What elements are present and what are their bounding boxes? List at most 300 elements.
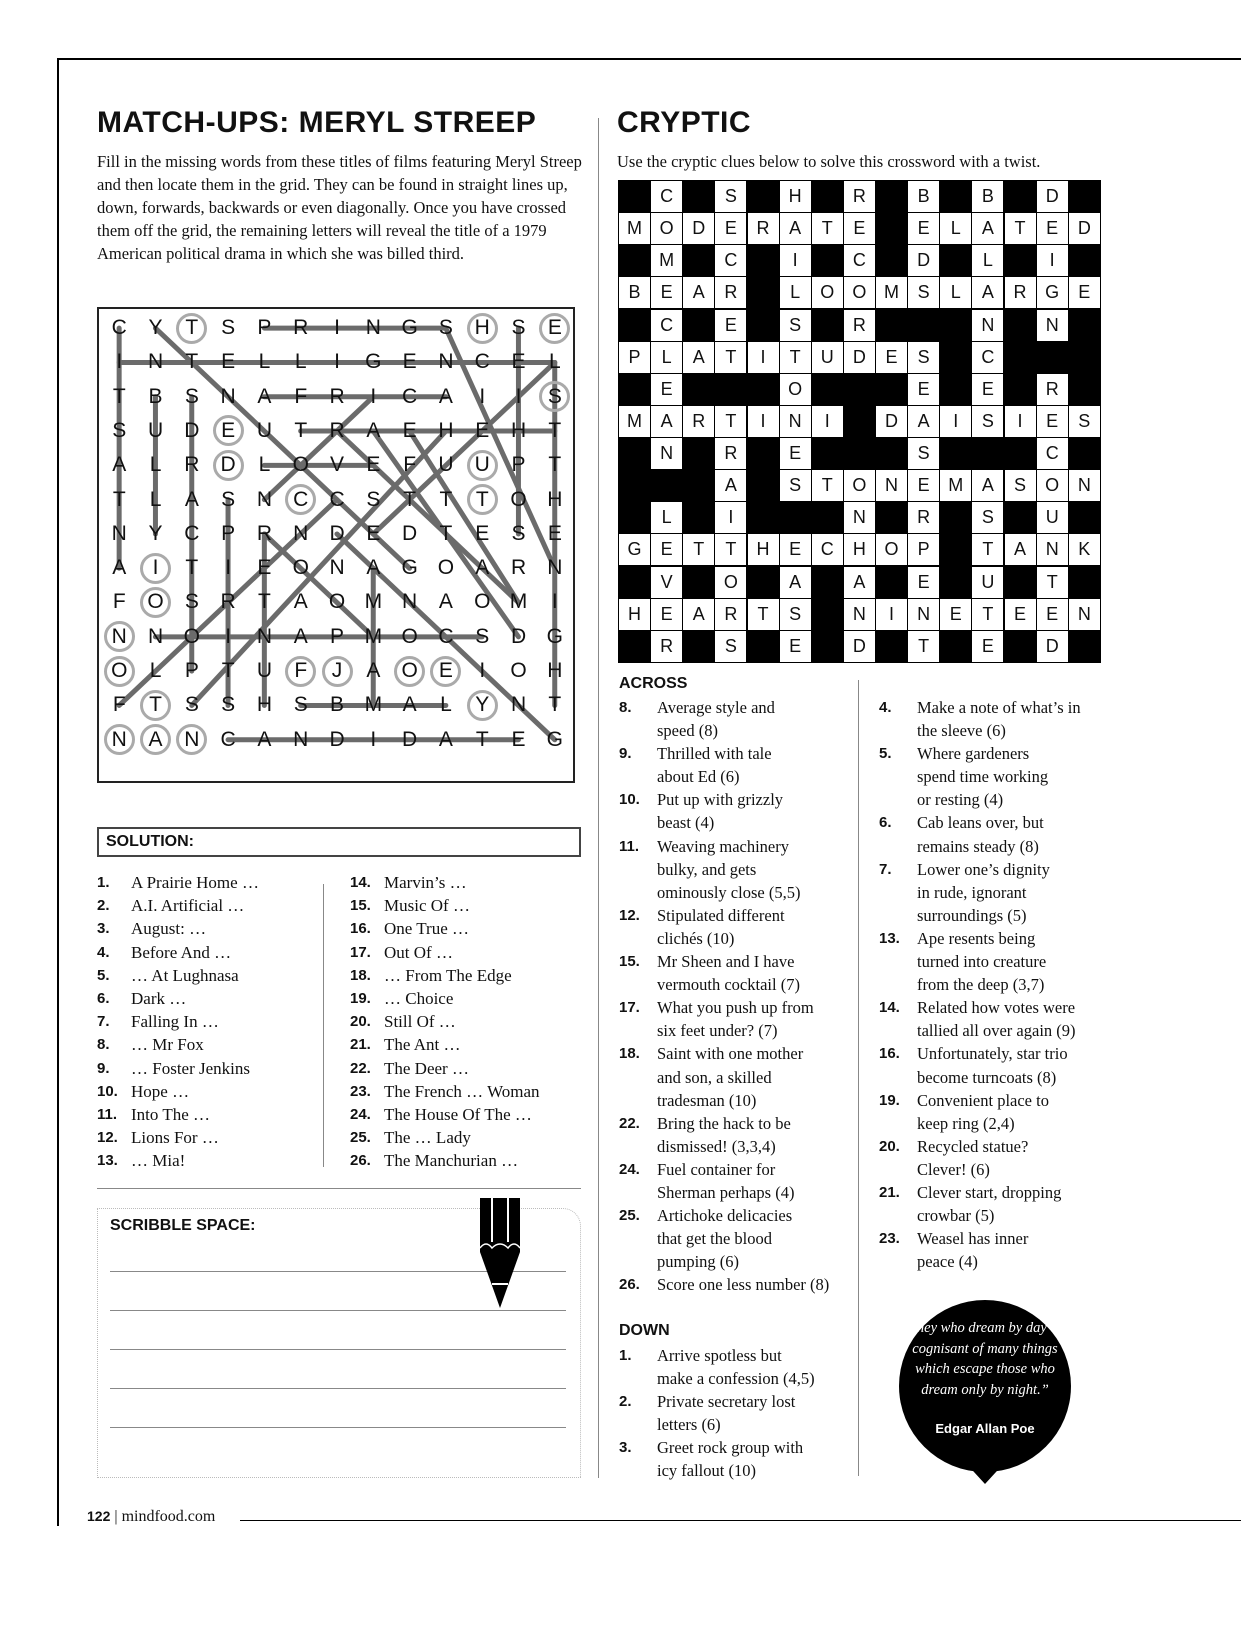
crossword-cell[interactable]: A bbox=[780, 567, 811, 598]
word-search-letter[interactable]: R bbox=[329, 418, 345, 442]
word-search-letter[interactable]: O bbox=[137, 585, 174, 619]
crossword-cell[interactable]: E bbox=[715, 310, 746, 341]
word-search-letter[interactable]: E bbox=[221, 350, 236, 374]
word-search-letter[interactable]: H bbox=[547, 659, 563, 682]
word-search-letter[interactable]: G bbox=[401, 316, 418, 339]
word-search-letter[interactable]: N bbox=[147, 624, 164, 648]
word-search-letter[interactable]: N bbox=[220, 384, 236, 408]
word-search-letter[interactable]: T bbox=[174, 311, 211, 345]
crossword-cell[interactable]: M bbox=[619, 213, 650, 244]
word-search-letter[interactable]: E bbox=[402, 350, 417, 374]
crossword-cell[interactable]: C bbox=[972, 342, 1003, 373]
word-search-letter[interactable]: L bbox=[258, 350, 271, 374]
word-search-letter[interactable]: G bbox=[401, 556, 418, 580]
word-search-letter[interactable]: I bbox=[515, 384, 522, 408]
word-search-letter[interactable]: T bbox=[112, 487, 126, 511]
crossword-cell[interactable]: E bbox=[1037, 599, 1068, 630]
word-search-letter[interactable]: D bbox=[510, 624, 527, 648]
word-search-letter[interactable]: S bbox=[475, 624, 490, 648]
word-search-letter[interactable]: A bbox=[438, 590, 453, 614]
word-search-letter[interactable]: T bbox=[221, 659, 235, 682]
word-search-letter[interactable]: O bbox=[183, 624, 201, 648]
crossword-cell[interactable]: C bbox=[715, 245, 746, 276]
crossword-cell[interactable]: P bbox=[619, 342, 650, 373]
word-search-letter[interactable]: R bbox=[510, 556, 527, 580]
word-search-letter[interactable]: E bbox=[537, 311, 574, 345]
crossword-cell[interactable]: E bbox=[908, 567, 939, 598]
word-search-letter[interactable]: E bbox=[210, 414, 247, 448]
word-search-grid[interactable] bbox=[97, 307, 575, 783]
word-search-letter[interactable]: S bbox=[221, 316, 236, 339]
crossword-cell[interactable]: S bbox=[780, 470, 811, 501]
word-search-letter[interactable]: E bbox=[511, 727, 526, 751]
crossword-cell[interactable]: E bbox=[972, 374, 1003, 405]
word-search-letter[interactable]: D bbox=[329, 727, 345, 751]
crossword-cell[interactable]: T bbox=[812, 470, 843, 501]
crossword-cell[interactable]: O bbox=[844, 470, 875, 501]
word-search-letter[interactable]: H bbox=[464, 311, 501, 345]
crossword-cell[interactable]: A bbox=[651, 406, 682, 437]
crossword-cell[interactable]: B bbox=[972, 181, 1003, 212]
word-search-letter[interactable]: O bbox=[437, 556, 455, 580]
word-search-letter[interactable]: N bbox=[293, 727, 309, 751]
word-search-letter[interactable]: S bbox=[221, 693, 236, 717]
crossword-cell[interactable]: H bbox=[844, 534, 875, 565]
word-search-letter[interactable]: E bbox=[547, 521, 562, 545]
word-search-letter[interactable]: T bbox=[185, 350, 199, 374]
word-search-letter[interactable]: I bbox=[334, 316, 340, 339]
word-search-letter[interactable]: N bbox=[101, 620, 138, 654]
crossword-cell[interactable]: A bbox=[1005, 534, 1036, 565]
word-search-letter[interactable]: E bbox=[475, 521, 490, 545]
word-search-letter[interactable]: A bbox=[257, 384, 272, 408]
word-search-letter[interactable]: T bbox=[112, 384, 126, 408]
word-search-letter[interactable]: S bbox=[293, 693, 308, 717]
word-search-letter[interactable]: I bbox=[225, 624, 232, 648]
crossword-cell[interactable]: D bbox=[683, 213, 714, 244]
word-search-letter[interactable]: N bbox=[402, 590, 418, 614]
word-search-letter[interactable]: F bbox=[283, 654, 320, 688]
crossword-cell[interactable]: N bbox=[1037, 310, 1068, 341]
word-search-letter[interactable]: G bbox=[546, 624, 564, 648]
word-search-letter[interactable]: O bbox=[391, 654, 428, 688]
word-search-letter[interactable]: B bbox=[148, 384, 163, 408]
word-search-letter[interactable]: R bbox=[256, 521, 273, 545]
crossword-cell[interactable]: D bbox=[1069, 213, 1100, 244]
word-search-letter[interactable]: T bbox=[439, 521, 453, 545]
crossword-cell[interactable]: C bbox=[844, 245, 875, 276]
word-search-letter[interactable]: E bbox=[511, 350, 526, 374]
word-search-letter[interactable]: S bbox=[366, 487, 381, 511]
crossword-cell[interactable]: I bbox=[1005, 406, 1036, 437]
crossword-cell[interactable]: A bbox=[683, 342, 714, 373]
word-search-letter[interactable]: O bbox=[510, 487, 527, 511]
crossword-cell[interactable]: E bbox=[1005, 599, 1036, 630]
crossword-cell[interactable]: N bbox=[1069, 599, 1100, 630]
crossword-cell[interactable]: O bbox=[651, 213, 682, 244]
crossword-cell[interactable]: S bbox=[1005, 470, 1036, 501]
word-search-letter[interactable]: N bbox=[256, 487, 273, 511]
crossword-cell[interactable]: S bbox=[780, 599, 811, 630]
word-search-letter[interactable]: I bbox=[370, 727, 377, 751]
crossword-cell[interactable]: M bbox=[619, 406, 650, 437]
word-search-letter[interactable]: O bbox=[328, 590, 346, 614]
word-search-letter[interactable]: J bbox=[319, 654, 356, 688]
crossword-cell[interactable]: R bbox=[683, 406, 714, 437]
word-search-letter[interactable]: N bbox=[101, 723, 138, 757]
word-search-letter[interactable]: A bbox=[475, 556, 490, 580]
word-search-letter[interactable]: D bbox=[184, 418, 200, 442]
word-search-letter[interactable]: A bbox=[137, 723, 174, 757]
word-search-letter[interactable]: M bbox=[509, 590, 528, 614]
word-search-letter[interactable]: F bbox=[112, 590, 126, 614]
word-search-letter[interactable]: R bbox=[293, 316, 309, 339]
crossword-cell[interactable]: I bbox=[812, 406, 843, 437]
word-search-letter[interactable]: T bbox=[137, 688, 174, 722]
crossword-cell[interactable]: E bbox=[908, 470, 939, 501]
crossword-cell[interactable]: N bbox=[1069, 470, 1100, 501]
word-search-letter[interactable]: N bbox=[438, 350, 454, 374]
word-search-letter[interactable]: R bbox=[184, 453, 200, 477]
crossword-cell[interactable]: M bbox=[876, 277, 907, 308]
crossword-cell[interactable]: R bbox=[748, 213, 779, 244]
crossword-cell[interactable]: E bbox=[651, 534, 682, 565]
crossword-cell[interactable]: I bbox=[940, 406, 971, 437]
word-search-letter[interactable]: G bbox=[365, 350, 382, 374]
crossword-cell[interactable]: L bbox=[651, 342, 682, 373]
crossword-cell[interactable]: S bbox=[715, 181, 746, 212]
crossword-cell[interactable]: T bbox=[780, 342, 811, 373]
word-search-letter[interactable]: A bbox=[366, 556, 381, 580]
word-search-letter[interactable]: S bbox=[438, 316, 453, 339]
crossword-cell[interactable]: I bbox=[748, 342, 779, 373]
crossword-cell[interactable]: R bbox=[844, 181, 875, 212]
crossword-cell[interactable]: E bbox=[972, 631, 1003, 662]
word-search-letter[interactable]: M bbox=[364, 590, 383, 614]
word-search-letter[interactable]: Y bbox=[464, 688, 501, 722]
word-search-letter[interactable]: C bbox=[184, 521, 200, 545]
word-search-letter[interactable]: I bbox=[479, 659, 486, 682]
crossword-cell[interactable]: R bbox=[715, 277, 746, 308]
word-search-letter[interactable]: A bbox=[184, 487, 199, 511]
crossword-cell[interactable]: R bbox=[1037, 374, 1068, 405]
word-search-letter[interactable]: S bbox=[184, 693, 199, 717]
crossword-cell[interactable]: E bbox=[651, 277, 682, 308]
crossword-cell[interactable]: O bbox=[844, 277, 875, 308]
word-search-letter[interactable]: S bbox=[184, 384, 199, 408]
crossword-cell[interactable]: T bbox=[972, 534, 1003, 565]
word-search-letter[interactable]: L bbox=[149, 453, 162, 477]
word-search-letter[interactable]: I bbox=[551, 590, 558, 614]
crossword-cell[interactable]: H bbox=[748, 534, 779, 565]
crossword-cell[interactable]: H bbox=[619, 599, 650, 630]
crossword-cell[interactable]: S bbox=[972, 502, 1003, 533]
crossword-cell[interactable]: D bbox=[1037, 181, 1068, 212]
crossword-cell[interactable]: E bbox=[780, 534, 811, 565]
crossword-cell[interactable]: R bbox=[651, 631, 682, 662]
crossword-cell[interactable]: S bbox=[908, 438, 939, 469]
word-search-letter[interactable]: A bbox=[293, 624, 308, 648]
word-search-letter[interactable]: V bbox=[330, 453, 345, 477]
crossword-cell[interactable]: D bbox=[1037, 631, 1068, 662]
word-search-letter[interactable]: T bbox=[475, 727, 489, 751]
word-search-letter[interactable]: I bbox=[479, 384, 486, 408]
crossword-cell[interactable]: E bbox=[651, 599, 682, 630]
crossword-cell[interactable]: A bbox=[683, 599, 714, 630]
crossword-cell[interactable]: E bbox=[940, 599, 971, 630]
crossword-cell[interactable]: R bbox=[715, 599, 746, 630]
word-search-letter[interactable]: B bbox=[330, 693, 345, 717]
crossword-cell[interactable]: E bbox=[780, 438, 811, 469]
word-search-letter[interactable]: T bbox=[439, 487, 453, 511]
crossword-cell[interactable]: D bbox=[908, 245, 939, 276]
crossword-cell[interactable]: L bbox=[780, 277, 811, 308]
word-search-letter[interactable]: A bbox=[438, 384, 453, 408]
word-search-letter[interactable]: O bbox=[474, 590, 491, 614]
crossword-cell[interactable]: U bbox=[972, 567, 1003, 598]
crossword-cell[interactable]: C bbox=[651, 181, 682, 212]
crossword-cell[interactable]: E bbox=[1037, 406, 1068, 437]
crossword-cell[interactable]: T bbox=[908, 631, 939, 662]
word-search-letter[interactable]: I bbox=[116, 350, 123, 374]
crossword-cell[interactable]: A bbox=[780, 213, 811, 244]
crossword-cell[interactable]: T bbox=[1005, 213, 1036, 244]
word-search-letter[interactable]: N bbox=[256, 624, 273, 648]
crossword-cell[interactable]: T bbox=[715, 406, 746, 437]
crossword-cell[interactable]: N bbox=[908, 599, 939, 630]
crossword-cell[interactable]: S bbox=[715, 631, 746, 662]
crossword-cell[interactable]: M bbox=[940, 470, 971, 501]
word-search-letter[interactable]: I bbox=[225, 556, 232, 580]
word-search-letter[interactable]: C bbox=[220, 727, 236, 751]
word-search-letter[interactable]: L bbox=[258, 453, 271, 477]
word-search-letter[interactable]: G bbox=[546, 727, 564, 751]
crossword-cell[interactable]: A bbox=[715, 470, 746, 501]
crossword-cell[interactable]: S bbox=[972, 406, 1003, 437]
word-search-letter[interactable]: I bbox=[370, 384, 377, 408]
crossword-cell[interactable]: U bbox=[1037, 502, 1068, 533]
word-search-letter[interactable]: T bbox=[464, 483, 501, 517]
word-search-letter[interactable]: F bbox=[403, 453, 417, 477]
crossword-cell[interactable]: E bbox=[1037, 213, 1068, 244]
word-search-letter[interactable]: S bbox=[221, 487, 236, 511]
word-search-letter[interactable]: T bbox=[548, 453, 562, 477]
word-search-letter[interactable]: E bbox=[475, 418, 490, 442]
crossword-grid[interactable] bbox=[618, 180, 1101, 663]
crossword-cell[interactable]: V bbox=[651, 567, 682, 598]
word-search-letter[interactable]: L bbox=[294, 350, 307, 374]
crossword-cell[interactable]: A bbox=[972, 470, 1003, 501]
crossword-cell[interactable]: R bbox=[1005, 277, 1036, 308]
crossword-cell[interactable]: R bbox=[908, 502, 939, 533]
crossword-cell[interactable]: C bbox=[812, 534, 843, 565]
crossword-cell[interactable]: N bbox=[844, 599, 875, 630]
crossword-cell[interactable]: O bbox=[780, 374, 811, 405]
crossword-cell[interactable]: K bbox=[1069, 534, 1100, 565]
word-search-letter[interactable]: P bbox=[330, 624, 345, 648]
crossword-cell[interactable]: R bbox=[715, 438, 746, 469]
crossword-cell[interactable]: E bbox=[908, 213, 939, 244]
crossword-cell[interactable]: G bbox=[619, 534, 650, 565]
word-search-letter[interactable]: F bbox=[294, 384, 308, 408]
crossword-cell[interactable]: E bbox=[876, 342, 907, 373]
crossword-cell[interactable]: N bbox=[1037, 534, 1068, 565]
word-search-letter[interactable]: S bbox=[511, 521, 526, 545]
word-search-letter[interactable]: T bbox=[258, 590, 271, 614]
crossword-cell[interactable]: S bbox=[908, 277, 939, 308]
word-search-letter[interactable]: Y bbox=[148, 521, 163, 545]
word-search-letter[interactable]: E bbox=[366, 521, 381, 545]
crossword-cell[interactable]: O bbox=[715, 567, 746, 598]
crossword-cell[interactable]: S bbox=[1069, 406, 1100, 437]
word-search-letter[interactable]: L bbox=[549, 350, 561, 374]
crossword-cell[interactable]: T bbox=[1037, 567, 1068, 598]
word-search-letter[interactable]: M bbox=[364, 693, 383, 717]
crossword-cell[interactable]: N bbox=[651, 438, 682, 469]
crossword-cell[interactable]: S bbox=[780, 310, 811, 341]
solution-answer-box[interactable] bbox=[97, 827, 581, 857]
word-search-letter[interactable]: C bbox=[283, 483, 320, 517]
crossword-cell[interactable]: P bbox=[908, 534, 939, 565]
word-search-letter[interactable]: D bbox=[402, 727, 418, 751]
crossword-cell[interactable]: D bbox=[844, 342, 875, 373]
word-search-letter[interactable]: U bbox=[438, 453, 454, 477]
crossword-cell[interactable]: G bbox=[1037, 277, 1068, 308]
crossword-cell[interactable]: E bbox=[780, 631, 811, 662]
crossword-cell[interactable]: I bbox=[748, 406, 779, 437]
crossword-cell[interactable]: T bbox=[715, 534, 746, 565]
crossword-cell[interactable]: A bbox=[908, 406, 939, 437]
crossword-cell[interactable]: H bbox=[780, 181, 811, 212]
word-search-letter[interactable]: Y bbox=[148, 316, 163, 339]
crossword-cell[interactable]: B bbox=[908, 181, 939, 212]
word-search-letter[interactable]: H bbox=[547, 487, 563, 511]
word-search-letter[interactable]: D bbox=[329, 521, 345, 545]
word-search-letter[interactable]: T bbox=[548, 418, 562, 442]
word-search-letter[interactable]: E bbox=[366, 453, 381, 477]
word-search-letter[interactable]: A bbox=[257, 727, 272, 751]
word-search-letter[interactable]: L bbox=[440, 693, 452, 717]
crossword-cell[interactable]: E bbox=[715, 213, 746, 244]
word-search-letter[interactable]: E bbox=[428, 654, 465, 688]
crossword-cell[interactable]: T bbox=[812, 213, 843, 244]
word-search-letter[interactable]: I bbox=[137, 551, 174, 585]
crossword-cell[interactable]: L bbox=[940, 213, 971, 244]
crossword-cell[interactable]: N bbox=[972, 310, 1003, 341]
word-search-letter[interactable]: N bbox=[547, 556, 563, 580]
crossword-cell[interactable]: O bbox=[812, 277, 843, 308]
word-search-letter[interactable]: A bbox=[366, 418, 381, 442]
word-search-letter[interactable]: N bbox=[147, 350, 164, 374]
word-search-letter[interactable]: D bbox=[402, 521, 418, 545]
word-search-letter[interactable]: A bbox=[366, 659, 381, 682]
word-search-letter[interactable]: N bbox=[111, 521, 127, 545]
crossword-cell[interactable]: R bbox=[844, 310, 875, 341]
word-search-letter[interactable]: H bbox=[256, 693, 273, 717]
crossword-cell[interactable]: T bbox=[748, 599, 779, 630]
crossword-cell[interactable]: I bbox=[715, 502, 746, 533]
word-search-letter[interactable]: C bbox=[329, 487, 345, 511]
word-search-letter[interactable]: A bbox=[112, 556, 127, 580]
word-search-letter[interactable]: N bbox=[174, 723, 211, 757]
word-search-letter[interactable]: S bbox=[511, 316, 526, 339]
word-search-letter[interactable]: U bbox=[256, 659, 273, 682]
crossword-cell[interactable]: B bbox=[619, 277, 650, 308]
word-search-letter[interactable]: E bbox=[402, 418, 417, 442]
word-search-letter[interactable]: R bbox=[220, 590, 236, 614]
crossword-cell[interactable]: N bbox=[780, 406, 811, 437]
word-search-letter[interactable]: H bbox=[438, 418, 454, 442]
word-search-letter[interactable]: F bbox=[112, 693, 126, 717]
crossword-cell[interactable]: L bbox=[972, 245, 1003, 276]
crossword-cell[interactable]: T bbox=[715, 342, 746, 373]
crossword-cell[interactable]: A bbox=[844, 567, 875, 598]
word-search-letter[interactable]: T bbox=[403, 487, 417, 511]
crossword-cell[interactable]: M bbox=[651, 245, 682, 276]
word-search-letter[interactable]: T bbox=[185, 556, 199, 580]
crossword-cell[interactable]: O bbox=[876, 534, 907, 565]
word-search-letter[interactable]: P bbox=[221, 521, 236, 545]
word-search-letter[interactable]: N bbox=[329, 556, 345, 580]
word-search-letter[interactable]: O bbox=[101, 654, 138, 688]
word-search-letter[interactable]: P bbox=[184, 659, 199, 682]
word-search-letter[interactable]: O bbox=[292, 453, 309, 477]
word-search-letter[interactable]: U bbox=[464, 448, 501, 482]
word-search-letter[interactable]: L bbox=[149, 487, 162, 511]
word-search-letter[interactable]: D bbox=[210, 448, 247, 482]
word-search-letter[interactable]: N bbox=[510, 693, 527, 717]
word-search-letter[interactable]: S bbox=[537, 380, 574, 414]
crossword-cell[interactable]: O bbox=[1037, 470, 1068, 501]
word-search-letter[interactable]: S bbox=[184, 590, 199, 614]
crossword-cell[interactable]: A bbox=[972, 277, 1003, 308]
word-search-letter[interactable]: S bbox=[112, 418, 127, 442]
word-search-letter[interactable]: T bbox=[294, 418, 308, 442]
word-search-letter[interactable]: O bbox=[292, 556, 309, 580]
crossword-cell[interactable]: A bbox=[972, 213, 1003, 244]
crossword-cell[interactable]: L bbox=[940, 277, 971, 308]
word-search-letter[interactable]: A bbox=[438, 727, 453, 751]
word-search-letter[interactable]: I bbox=[334, 350, 340, 374]
crossword-cell[interactable]: T bbox=[683, 534, 714, 565]
word-search-letter[interactable]: P bbox=[257, 316, 272, 339]
crossword-cell[interactable]: A bbox=[683, 277, 714, 308]
word-search-letter[interactable]: O bbox=[510, 659, 527, 682]
crossword-cell[interactable]: S bbox=[908, 342, 939, 373]
crossword-cell[interactable]: C bbox=[1037, 438, 1068, 469]
word-search-letter[interactable]: T bbox=[548, 693, 562, 717]
word-search-letter[interactable]: A bbox=[112, 453, 127, 477]
crossword-cell[interactable]: L bbox=[651, 502, 682, 533]
word-search-letter[interactable]: U bbox=[147, 418, 164, 442]
word-search-letter[interactable]: M bbox=[364, 624, 383, 648]
crossword-cell[interactable]: N bbox=[876, 470, 907, 501]
footer-site[interactable]: mindfood.com bbox=[121, 1508, 216, 1525]
crossword-cell[interactable]: I bbox=[1037, 245, 1068, 276]
crossword-cell[interactable]: D bbox=[876, 406, 907, 437]
word-search-letter[interactable]: P bbox=[511, 453, 526, 477]
crossword-cell[interactable]: I bbox=[876, 599, 907, 630]
crossword-cell[interactable]: T bbox=[972, 599, 1003, 630]
word-search-letter[interactable]: A bbox=[402, 693, 417, 717]
word-search-letter[interactable]: A bbox=[293, 590, 308, 614]
word-search-letter[interactable]: C bbox=[474, 350, 490, 374]
word-search-letter[interactable]: N bbox=[365, 316, 381, 339]
crossword-cell[interactable]: N bbox=[844, 502, 875, 533]
crossword-cell[interactable]: I bbox=[780, 245, 811, 276]
word-search-letter[interactable]: U bbox=[256, 418, 273, 442]
word-search-letter[interactable]: C bbox=[438, 624, 454, 648]
